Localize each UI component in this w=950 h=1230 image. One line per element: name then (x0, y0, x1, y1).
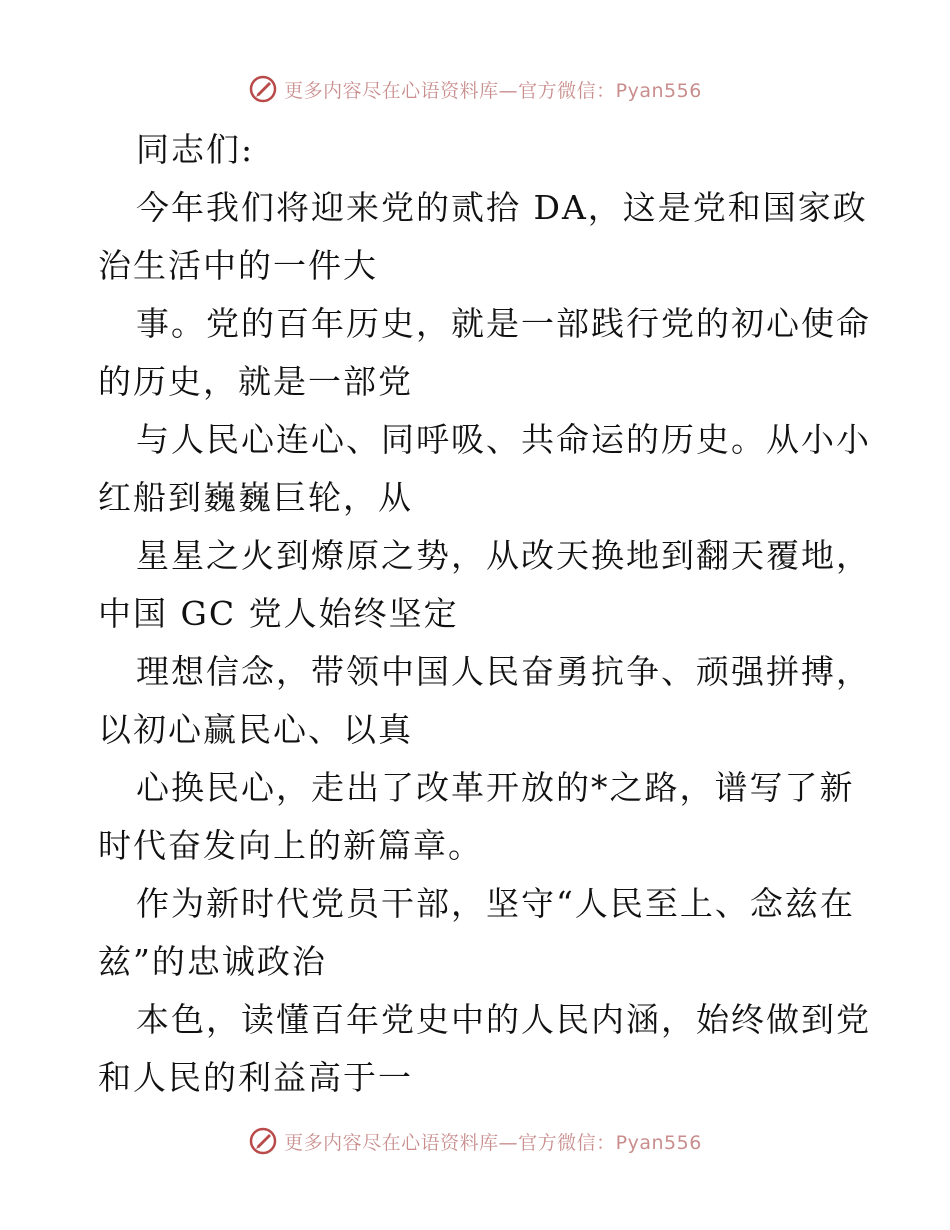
header-watermark (0, 72, 950, 106)
logo-icon (248, 1126, 278, 1156)
text-line: 中国 GC 党人始终坚定 (98, 594, 459, 633)
text-line: 时代奋发向上的新篇章。 (98, 826, 483, 865)
text-line: 和人民的利益高于一 (98, 1058, 413, 1097)
text-line: 与人民心连心、同呼吸、共命运的历史。从小小 (136, 420, 871, 459)
document-body (98, 121, 871, 1107)
text-line: 的历史，就是一部党 (98, 362, 413, 401)
watermark-text: 更多内容尽在心语资料库—官方微信：Pyan556 (284, 79, 702, 102)
text-line: 同志们: (136, 130, 255, 169)
footer-watermark (0, 1124, 950, 1158)
text-line: 心换民心，走出了改革开放的*之路，谱写了新 (136, 768, 855, 807)
text-line: 本色，读懂百年党史中的人民内涵，始终做到党 (136, 1000, 871, 1039)
text-line: 治生活中的一件大 (98, 246, 378, 285)
text-line: 以初心赢民心、以真 (98, 710, 413, 749)
text-line: 今年我们将迎来党的贰拾 DA，这是党和国家政 (136, 188, 868, 227)
text-line: 事。党的百年历史，就是一部践行党的初心使命 (136, 304, 871, 343)
text-line: 理想信念，带领中国人民奋勇抗争、顽强拼搏， (136, 652, 871, 691)
text-line: 兹”的忠诚政治 (98, 942, 327, 981)
logo-icon (248, 74, 278, 104)
text-line: 红船到巍巍巨轮，从 (98, 478, 413, 517)
text-line: 星星之火到燎原之势，从改天换地到翻天覆地， (136, 536, 871, 575)
text-line: 作为新时代党员干部，坚守“人民至上、念兹在 (136, 884, 855, 923)
watermark-text: 更多内容尽在心语资料库—官方微信：Pyan556 (284, 1131, 702, 1154)
